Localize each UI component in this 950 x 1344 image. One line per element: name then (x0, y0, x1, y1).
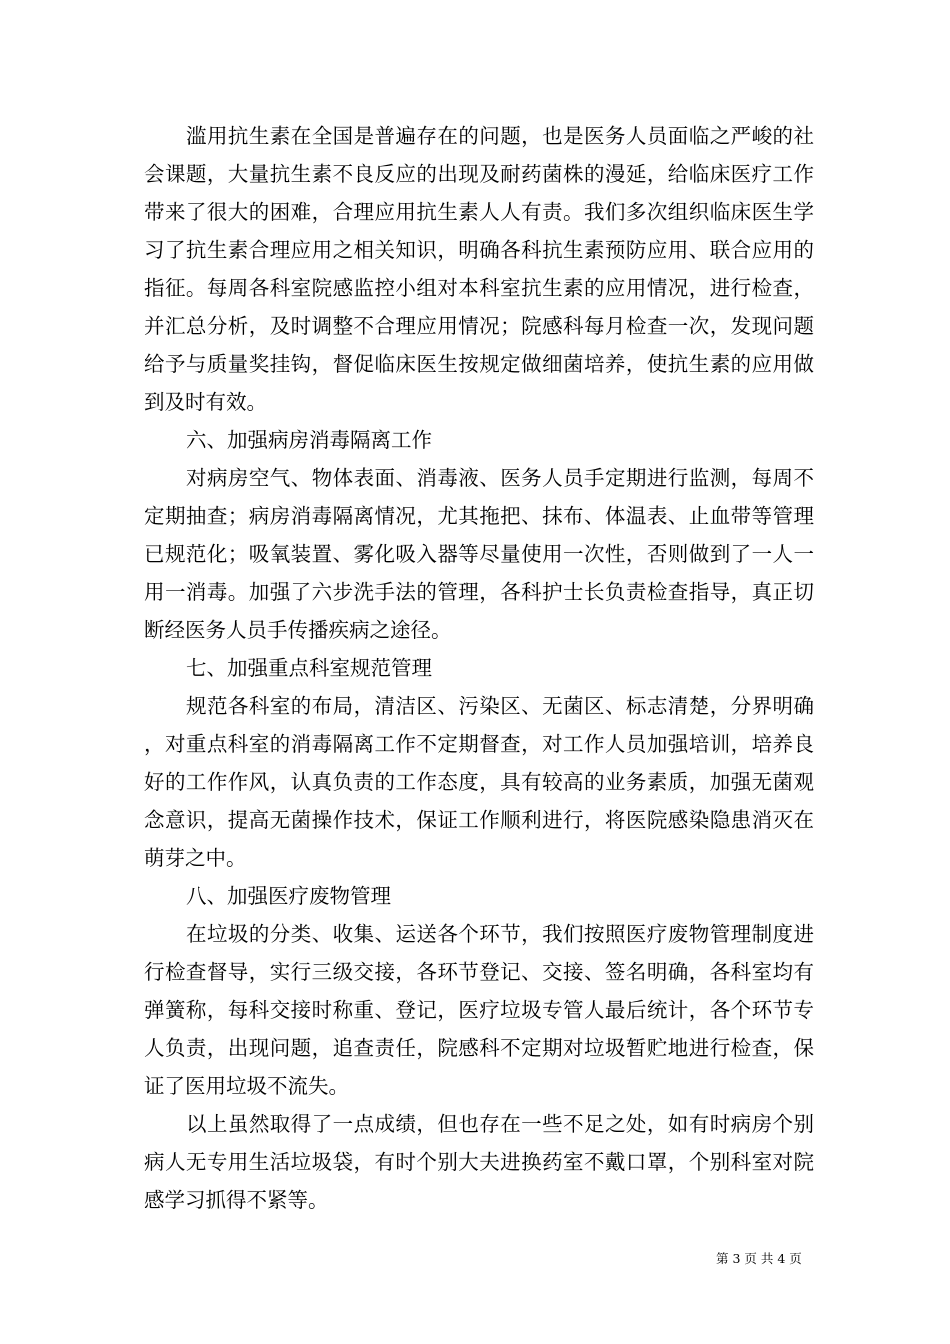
paragraph-medical-waste: 在垃圾的分类、收集、运送各个环节，我们按照医疗废物管理制度进行检查督导，实行三级交接，各环节登记、交接、签名明确，各科室均有弹簧称，每科交接时称重、登记，医疗垃圾专管人最后统计，各个环节专人负责，出现问题，追查责任，院感科不定期对垃圾暂贮地进行检查，保证了医用垃圾不流失。 (144, 922, 814, 1098)
paragraph-key-departments: 规范各科室的布局，清洁区、污染区、无菌区、标志清楚，分界明确，对重点科室的消毒隔离工作不定期督查，对工作人员加强培训，培养良好的工作作风，认真负责的工作态度，具有较高的业务素质，加强无菌观念意识，提高无菌操作技术，保证工作顺利进行，将医院感染隐患消灭在萌芽之中。 (144, 694, 814, 870)
paragraph-antibiotics: 滥用抗生素在全国是普遍存在的问题，也是医务人员面临之严峻的社会课题，大量抗生素不良反应的出现及耐药菌株的漫延，给临床医疗工作带来了很大的困难，合理应用抗生素人人有责。我们多次组织临床医生学习了抗生素合理应用之相关知识，明确各科抗生素预防应用、联合应用的指征。每周各科室院感监控小组对本科室抗生素的应用情况，进行检查，并汇总分析，及时调整不合理应用情况；院感科每月检查一次，发现问题给予与质量奖挂钩，督促临床医生按规定做细菌培养，使抗生素的应用做到及时有效。 (144, 124, 814, 414)
heading-key-departments: 七、加强重点科室规范管理 (186, 656, 432, 680)
page-number-footer: 第 3 页 共 4 页 (716, 1251, 802, 1266)
heading-medical-waste: 八、加强医疗废物管理 (186, 884, 391, 908)
paragraph-ward-disinfection: 对病房空气、物体表面、消毒液、医务人员手定期进行监测，每周不定期抽查；病房消毒隔离情况，尤其拖把、抹布、体温表、止血带等管理已规范化；吸氧装置、雾化吸入器等尽量使用一次性，否则做到了一人一用一消毒。加强了六步洗手法的管理，各科护士长负责检查指导，真正切断经医务人员手传播疾病之途径。 (144, 466, 814, 642)
document-body (144, 117, 814, 1219)
heading-ward-disinfection: 六、加强病房消毒隔离工作 (186, 428, 432, 452)
paragraph-shortcomings: 以上虽然取得了一点成绩，但也存在一些不足之处，如有时病房个别病人无专用生活垃圾袋，有时个别大夫进换药室不戴口罩，个别科室对院感学习抓得不紧等。 (144, 1112, 814, 1212)
